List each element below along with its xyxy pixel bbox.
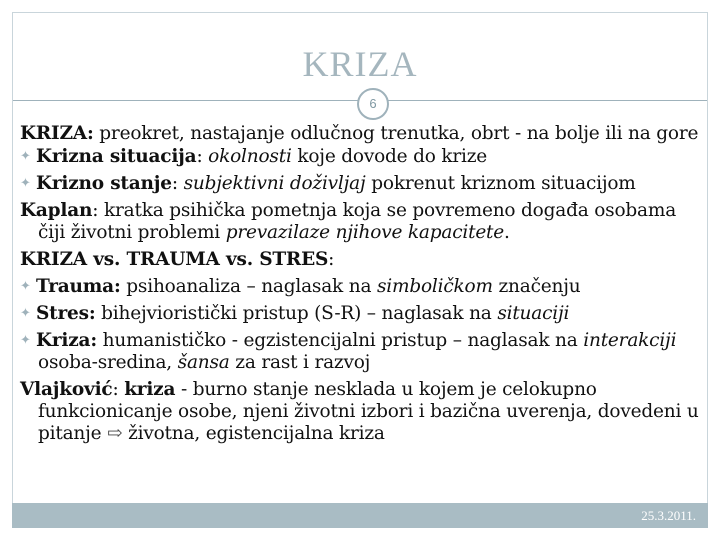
- text: bihejvioristički pristup (S-R) – naglasak na: [95, 303, 498, 324]
- term-label: Kriza:: [36, 330, 97, 351]
- term-label: Krizno stanje: [36, 173, 172, 194]
- continuation-line: [20, 423, 690, 445]
- term-label: kriza: [124, 379, 176, 400]
- footer-date: 25.3.2011.: [641, 508, 696, 523]
- term-label: KRIZA vs. TRAUMA vs. STRES: [20, 249, 329, 270]
- term-label: Kaplan: [20, 200, 93, 221]
- italic-text: simboličkom: [376, 276, 493, 297]
- text: čiji životni problemi: [38, 222, 226, 243]
- definition-text: preokret, nastajanje odlučnog trenutka, obrt - na bolje ili na gore: [93, 123, 699, 144]
- term-label: Trauma:: [36, 276, 121, 297]
- italic-text: šansa: [177, 352, 230, 373]
- tilde-bullet-icon: ✦: [20, 176, 31, 191]
- text: :: [171, 173, 184, 194]
- text: pokrenut kriznom situacijom: [365, 173, 636, 194]
- definition-line: [20, 200, 690, 222]
- text: :: [112, 379, 125, 400]
- footer-bar: [12, 503, 708, 528]
- definition-line: [20, 249, 690, 271]
- italic-text: prevazilaze njihove kapacitete: [225, 222, 505, 243]
- definition-line: [20, 379, 690, 401]
- term-label: Vlajković: [20, 379, 113, 400]
- text: :: [328, 249, 335, 270]
- italic-text: okolnosti: [208, 146, 292, 167]
- page-number-badge: 6: [357, 88, 389, 120]
- tilde-bullet-icon: ✦: [20, 306, 31, 321]
- tilde-bullet-icon: ✦: [20, 333, 31, 348]
- italic-text: situaciji: [497, 303, 570, 324]
- text: značenju: [492, 276, 581, 297]
- term-label: Stres:: [36, 303, 96, 324]
- text: humanističko - egzistencijalni pristup – naglasak na: [96, 330, 584, 351]
- text: životna, egistencijalna kriza: [122, 423, 385, 444]
- text: osoba-sredina,: [38, 352, 178, 373]
- bullet-line: [20, 276, 690, 298]
- term-label: KRIZA:: [20, 123, 94, 144]
- bullet-line: [20, 173, 690, 195]
- text: - burno stanje nesklada u kojem je celokupno: [175, 379, 597, 400]
- text: :: [196, 146, 209, 167]
- text: : kratka psihička pometnja koja se povremeno događa osobama: [92, 200, 677, 221]
- text: za rast i razvoj: [229, 352, 371, 373]
- continuation-line: funkcionicanje osobe, njeni životni izbori i bazična uverenja, dovedeni u: [38, 401, 699, 422]
- tilde-bullet-icon: ✦: [20, 149, 31, 164]
- text: koje dovode do krize: [291, 146, 488, 167]
- bullet-line: [20, 330, 690, 352]
- slide-content: [20, 123, 699, 445]
- right-arrow-icon: ⇨: [107, 423, 123, 444]
- bullet-line: [20, 303, 690, 325]
- slide-title: KRIZA: [302, 44, 418, 84]
- definition-line: [20, 123, 699, 145]
- text: pitanje: [38, 423, 108, 444]
- term-label: Krizna situacija: [36, 146, 197, 167]
- text: psihoanaliza – naglasak na: [120, 276, 377, 297]
- continuation-line: [20, 222, 690, 244]
- italic-text: interakciji: [583, 330, 677, 351]
- continuation-line: [20, 352, 690, 374]
- bullet-line: [20, 146, 690, 168]
- tilde-bullet-icon: ✦: [20, 279, 31, 294]
- text: .: [504, 222, 510, 243]
- italic-text: subjektivni doživljaj: [183, 173, 366, 194]
